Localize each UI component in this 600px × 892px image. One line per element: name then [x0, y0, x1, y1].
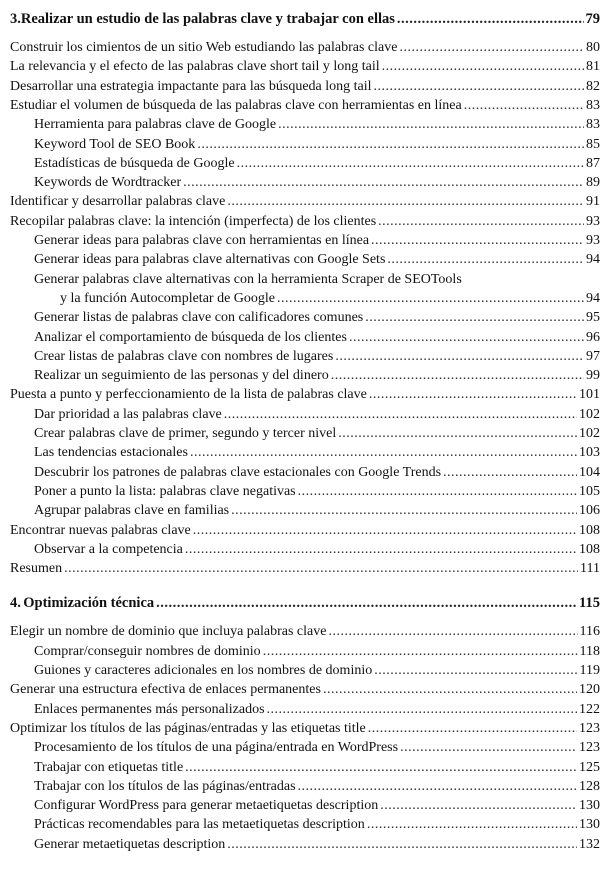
toc-entry — [0, 96, 600, 115]
dot-leader — [387, 250, 584, 269]
entry-title: Generar palabras clave alternativas con la herramienta Scraper de SEOTools — [34, 271, 462, 287]
page-number: 101 — [579, 387, 600, 403]
entry-title: Las tendencias estacionales — [34, 445, 188, 461]
entry-title: Descubrir los patrones de palabras clave estacionales con Google Trends — [34, 464, 442, 480]
page-number: 108 — [579, 522, 600, 538]
toc-entry — [0, 366, 600, 385]
toc-entry — [0, 540, 600, 559]
toc-entry — [0, 738, 600, 757]
toc-entry — [0, 250, 600, 269]
page-number: 83 — [586, 97, 600, 113]
page-number: 95 — [586, 310, 600, 326]
toc-entry — [0, 424, 600, 443]
dot-leader — [365, 308, 584, 327]
page-number: 123 — [579, 740, 600, 756]
toc-entry — [0, 680, 600, 699]
entry-title: Generar ideas para palabras clave con herramientas en línea — [34, 233, 370, 248]
toc-entry — [0, 308, 600, 327]
dot-leader — [224, 405, 577, 424]
entry-title: Realizar un seguimiento de las personas y del dinero — [34, 368, 329, 384]
dot-leader — [185, 540, 577, 559]
page-number: 82 — [586, 78, 600, 94]
dot-leader — [190, 443, 577, 462]
page-number: 94 — [586, 290, 600, 306]
entry-title: Estudiar el volumen de búsqueda de las palabras clave con herramientas en línea — [10, 97, 462, 113]
page-number: 91 — [586, 194, 600, 210]
dot-leader — [349, 328, 584, 347]
entry-title: Procesamiento de los títulos de una página/entrada en WordPress — [34, 740, 399, 756]
toc-entry — [0, 57, 600, 76]
entry-title: Puesta a punto y perfeccionamiento de la lista de palabras clave — [10, 387, 367, 403]
dot-leader — [197, 135, 584, 154]
dot-leader — [374, 77, 584, 96]
page-number: 105 — [579, 483, 600, 499]
dot-leader — [227, 192, 584, 211]
toc-entry — [0, 719, 600, 738]
page-number: 83 — [586, 117, 600, 133]
toc-entry — [0, 231, 600, 250]
page-number: 119 — [579, 663, 600, 678]
entry-title: Generar listas de palabras clave con calificadores comunes — [34, 310, 364, 326]
entry-title: Agrupar palabras clave en familias — [34, 503, 230, 519]
dot-leader — [371, 231, 584, 250]
page-number: 96 — [586, 329, 600, 345]
page-number: 125 — [579, 759, 600, 775]
entry-title: Encontrar nuevas palabras clave — [10, 522, 191, 538]
page-number: 106 — [579, 503, 600, 519]
entry-title: Prácticas recomendables para las metaetiquetas description — [34, 817, 365, 833]
toc-entry — [0, 622, 600, 641]
toc-entry — [0, 347, 600, 366]
toc-entry — [0, 661, 600, 680]
toc-entry — [0, 385, 600, 404]
page-number: 97 — [586, 348, 600, 364]
page-number: 122 — [579, 701, 600, 717]
entry-title: Trabajar con los títulos de las páginas/entradas — [34, 778, 296, 794]
toc-entry — [0, 501, 600, 520]
toc-entry — [0, 38, 600, 57]
entry-title: Realizar un estudio de las palabras clave y trabajar con ellas — [20, 11, 395, 27]
dot-leader — [298, 482, 577, 501]
toc-entry — [0, 77, 600, 96]
dot-leader — [263, 642, 578, 661]
page-number: 108 — [579, 541, 600, 557]
page-number: 115 — [579, 595, 600, 612]
page-number: 128 — [579, 778, 600, 794]
dot-leader — [369, 385, 577, 404]
toc-entry — [0, 405, 600, 424]
dot-leader — [156, 594, 577, 613]
entry-title: Guiones y caracteres adicionales en los nombres de dominio — [34, 663, 373, 678]
entry-title: Comprar/conseguir nombres de dominio — [34, 643, 261, 659]
page-number: 132 — [579, 836, 600, 852]
entry-title: La relevancia y el efecto de las palabras clave short tail y long tail — [10, 59, 380, 75]
entry-title: Observar a la competencia — [34, 541, 183, 557]
entry-title: Identificar y desarrollar palabras clave — [10, 194, 226, 210]
entry-title: Herramienta para palabras clave de Google — [34, 117, 277, 133]
entry-title: Crear palabras clave de primer, segundo y tercer nivel — [34, 426, 337, 441]
dot-leader — [328, 622, 577, 641]
entry-title: Dar prioridad a las palabras clave — [34, 406, 222, 422]
dot-leader — [399, 38, 584, 57]
entry-title: Trabajar con etiquetas title — [34, 759, 184, 775]
toc-entry — [0, 328, 600, 347]
toc-entry — [0, 796, 600, 815]
dot-leader — [231, 501, 577, 520]
page-number: 103 — [579, 445, 600, 461]
page-number: 89 — [586, 175, 600, 191]
dot-leader — [443, 463, 577, 482]
toc-entry — [0, 835, 600, 854]
dot-leader — [378, 212, 584, 231]
page-number: 85 — [586, 136, 600, 152]
page-number: 130 — [579, 817, 600, 833]
page-number: 99 — [586, 368, 600, 384]
entry-title: Estadísticas de búsqueda de Google — [34, 155, 235, 171]
toc-entry — [0, 700, 600, 719]
toc-entry — [0, 289, 600, 308]
entry-title: Analizar el comportamiento de búsqueda de los clientes — [34, 329, 347, 345]
page-number: 102 — [579, 426, 600, 441]
toc-entry — [0, 443, 600, 462]
toc-entry — [0, 115, 600, 134]
dot-leader — [183, 173, 584, 192]
entry-title: Poner a punto la lista: palabras clave negativas — [34, 483, 296, 499]
dot-leader — [267, 700, 577, 719]
toc-entry — [0, 815, 600, 834]
chapter-heading — [0, 10, 600, 29]
toc-entry-wrapped — [0, 270, 600, 289]
entry-title: Enlaces permanentes más personalizados — [34, 701, 265, 717]
entry-title: Generar una estructura efectiva de enlaces permanentes — [10, 682, 321, 698]
toc-entry — [0, 192, 600, 211]
entry-title: Recopilar palabras clave: la intención (imperfecta) de los clientes — [10, 213, 377, 229]
dot-leader — [382, 57, 584, 76]
entry-title: Elegir un nombre de dominio que incluya palabras clave — [10, 624, 327, 640]
dot-leader — [277, 289, 584, 308]
page-number: 87 — [586, 155, 600, 171]
toc-entry — [0, 559, 600, 578]
entry-title: Keyword Tool de SEO Book — [34, 136, 196, 152]
page-number: 116 — [579, 624, 600, 640]
chapter-number: 4. — [10, 595, 21, 612]
toc-entry — [0, 212, 600, 231]
entry-title: Configurar WordPress para generar metaetiquetas description — [34, 798, 379, 814]
page-number: 118 — [579, 643, 600, 659]
dot-leader — [397, 10, 584, 29]
dot-leader — [368, 719, 577, 738]
toc-entry — [0, 173, 600, 192]
toc-entry — [0, 463, 600, 482]
dot-leader — [193, 521, 577, 540]
entry-title: Optimización técnica — [23, 595, 155, 612]
toc-entry — [0, 642, 600, 661]
page-number: 123 — [579, 720, 600, 736]
page-number: 130 — [579, 798, 600, 814]
entry-title: y la función Autocompletar de Google — [60, 290, 275, 306]
chapter-heading — [0, 594, 600, 613]
dot-leader — [227, 835, 577, 854]
dot-leader — [278, 115, 584, 134]
dot-leader — [380, 796, 577, 815]
toc-entry — [0, 154, 600, 173]
entry-title: Optimizar los títulos de las páginas/entradas y las etiquetas title — [10, 720, 366, 736]
page-number: 80 — [586, 40, 600, 55]
toc-entry — [0, 777, 600, 796]
entry-title: Generar metaetiquetas description — [34, 836, 226, 852]
dot-leader — [400, 738, 577, 757]
dot-leader — [335, 347, 584, 366]
toc-entry — [0, 521, 600, 540]
dot-leader — [338, 424, 577, 443]
dot-leader — [237, 154, 584, 173]
dot-leader — [64, 559, 578, 578]
toc-entry — [0, 758, 600, 777]
toc-entry — [0, 135, 600, 154]
dot-leader — [185, 758, 577, 777]
page-number: 94 — [586, 252, 600, 268]
entry-title: Resumen — [10, 561, 63, 577]
entry-title: Desarrollar una estrategia impactante para las búsqueda long tail — [10, 78, 372, 94]
page-number: 111 — [580, 561, 600, 577]
dot-leader — [331, 366, 584, 385]
page-number: 102 — [579, 406, 600, 422]
dot-leader — [367, 815, 577, 834]
page-number: 93 — [586, 213, 600, 229]
page-number: 120 — [579, 682, 600, 698]
page-number: 81 — [586, 59, 600, 75]
dot-leader — [464, 96, 584, 115]
chapter-number: 3. — [10, 11, 21, 27]
page-number: 93 — [586, 233, 600, 248]
entry-title: Keywords de Wordtracker — [34, 175, 182, 191]
entry-title: Construir los cimientos de un sitio Web estudiando las palabras clave — [10, 40, 398, 55]
entry-title: Generar ideas para palabras clave alternativas con Google Sets — [34, 252, 386, 268]
page-number: 79 — [585, 11, 600, 27]
dot-leader — [298, 777, 577, 796]
page-number: 104 — [579, 464, 600, 480]
toc-entry — [0, 482, 600, 501]
dot-leader — [374, 661, 577, 680]
entry-title: Crear listas de palabras clave con nombres de lugares — [34, 348, 334, 364]
dot-leader — [323, 680, 577, 699]
